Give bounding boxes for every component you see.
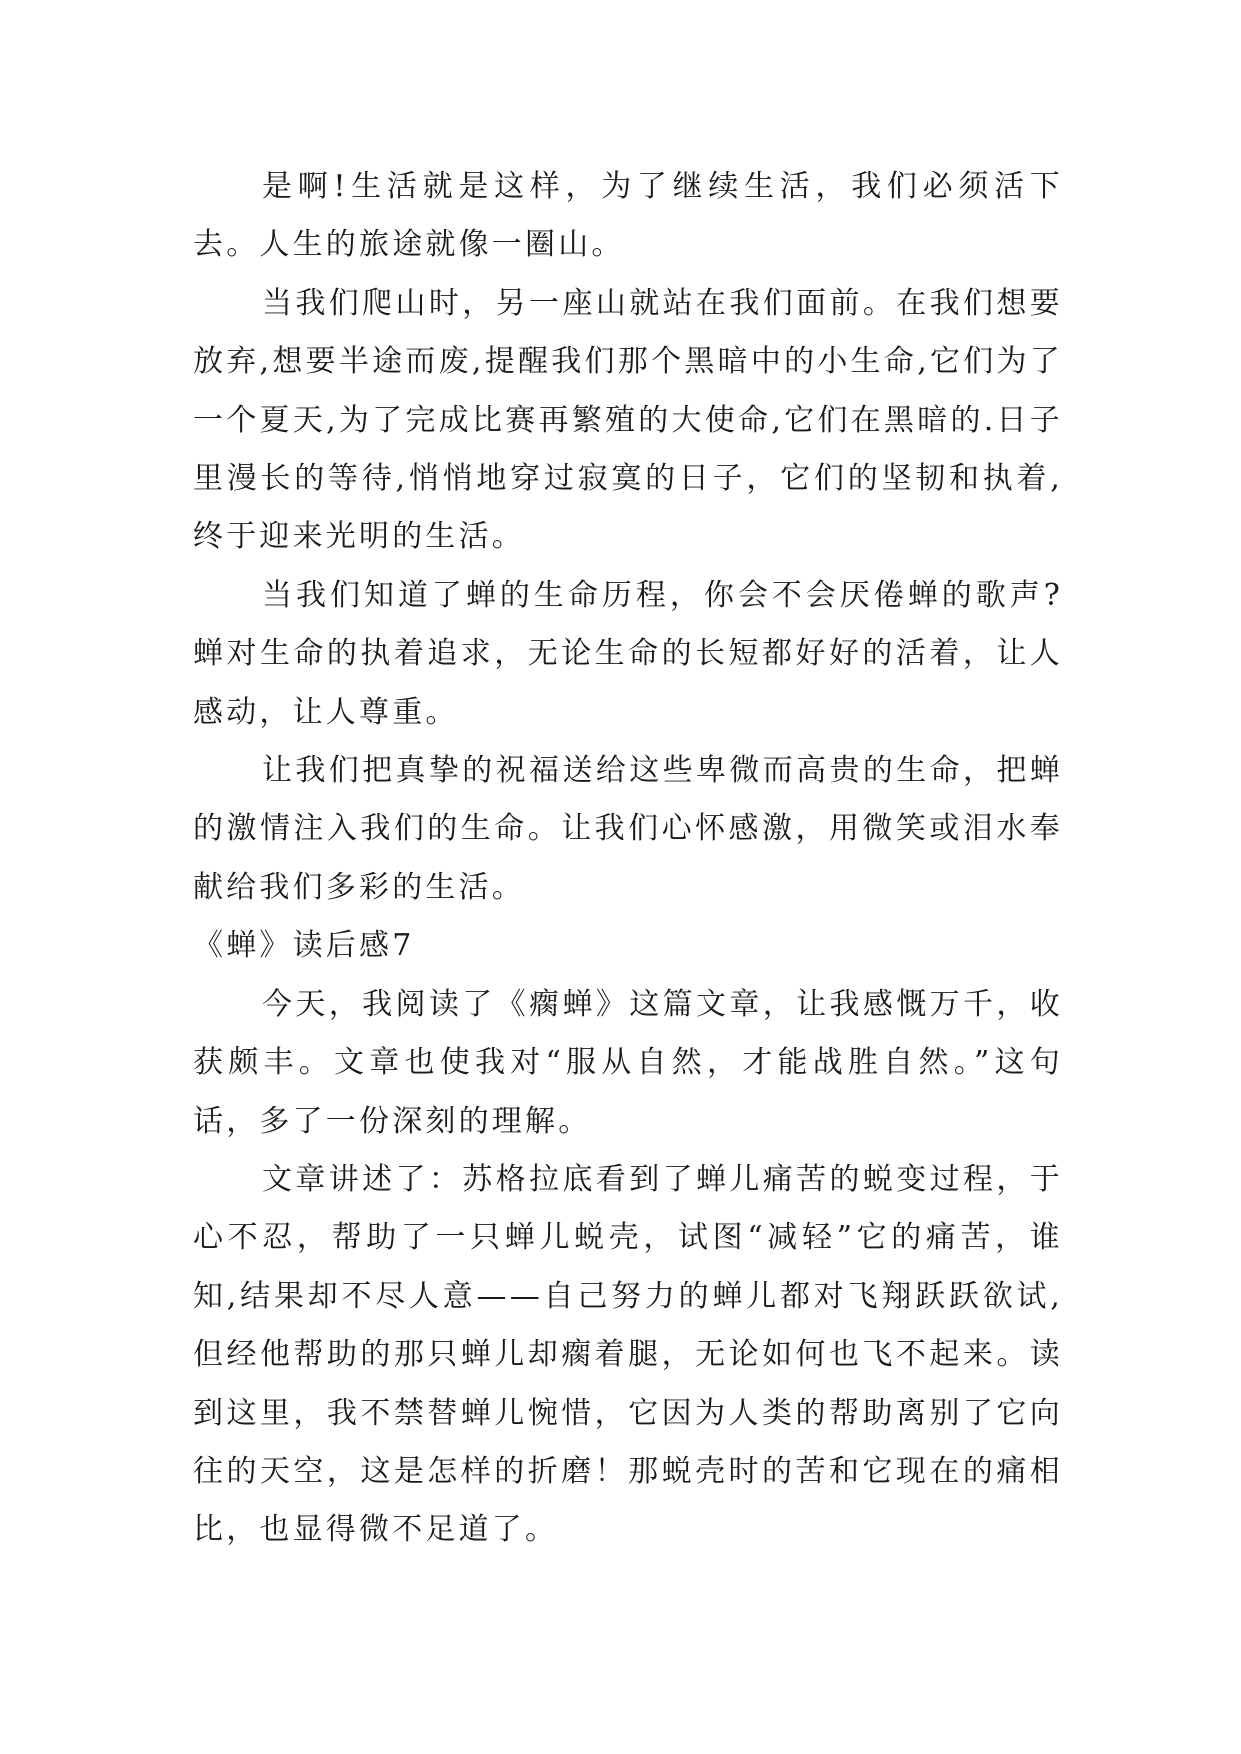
paragraph-5: 今天，我阅读了《瘸蝉》这篇文章，让我感慨万千，收获颇丰。文章也使我对“服从自然，才能战胜自然。”这句话，多了一份深刻的理解。 [193, 986, 1063, 1139]
paragraph-2: 当我们爬山时，另一座山就站在我们面前。在我们想要放弃,想要半途而废,提醒我们那个黑暗中的小生命,它们为了一个夏天,为了完成比赛再繁殖的大使命,它们在黑暗的.日子里漫长的等待,悄悄地穿过寂寞的日子，它们的坚韧和执着,终于迎来光明的生活。 [193, 285, 1063, 555]
paragraph-4: 让我们把真挚的祝福送给这些卑微而高贵的生命，把蝉的激情注入我们的生命。让我们心怀感激，用微笑或泪水奉献给我们多彩的生活。 [193, 753, 1063, 905]
paragraph-3: 当我们知道了蝉的生命历程，你会不会厌倦蝉的歌声?蝉对生命的执着追求，无论生命的长短都好好的活着，让人感动，让人尊重。 [193, 577, 1063, 730]
paragraph-1: 是啊!生活就是这样，为了继续生活，我们必须活下去。人生的旅途就像一圈山。 [193, 169, 1063, 263]
document-body [193, 158, 1063, 1560]
paragraph-6: 文章讲述了：苏格拉底看到了蝉儿痛苦的蜕变过程，于心不忍，帮助了一只蝉儿蜕壳，试图“减轻”它的痛苦，谁知,结果却不尽人意——自己努力的蝉儿都对飞翔跃跃欲试,但经他帮助的那只蝉儿却瘸着腿，无论如何也飞不起来。读到这里，我不禁替蝉儿惋惜，它因为人类的帮助离别了它向往的天空，这是怎样的折磨！那蜕壳时的苦和它现在的痛相比，也显得微不足道了。 [193, 1161, 1063, 1548]
section-heading: 《蝉》读后感7 [193, 928, 415, 964]
